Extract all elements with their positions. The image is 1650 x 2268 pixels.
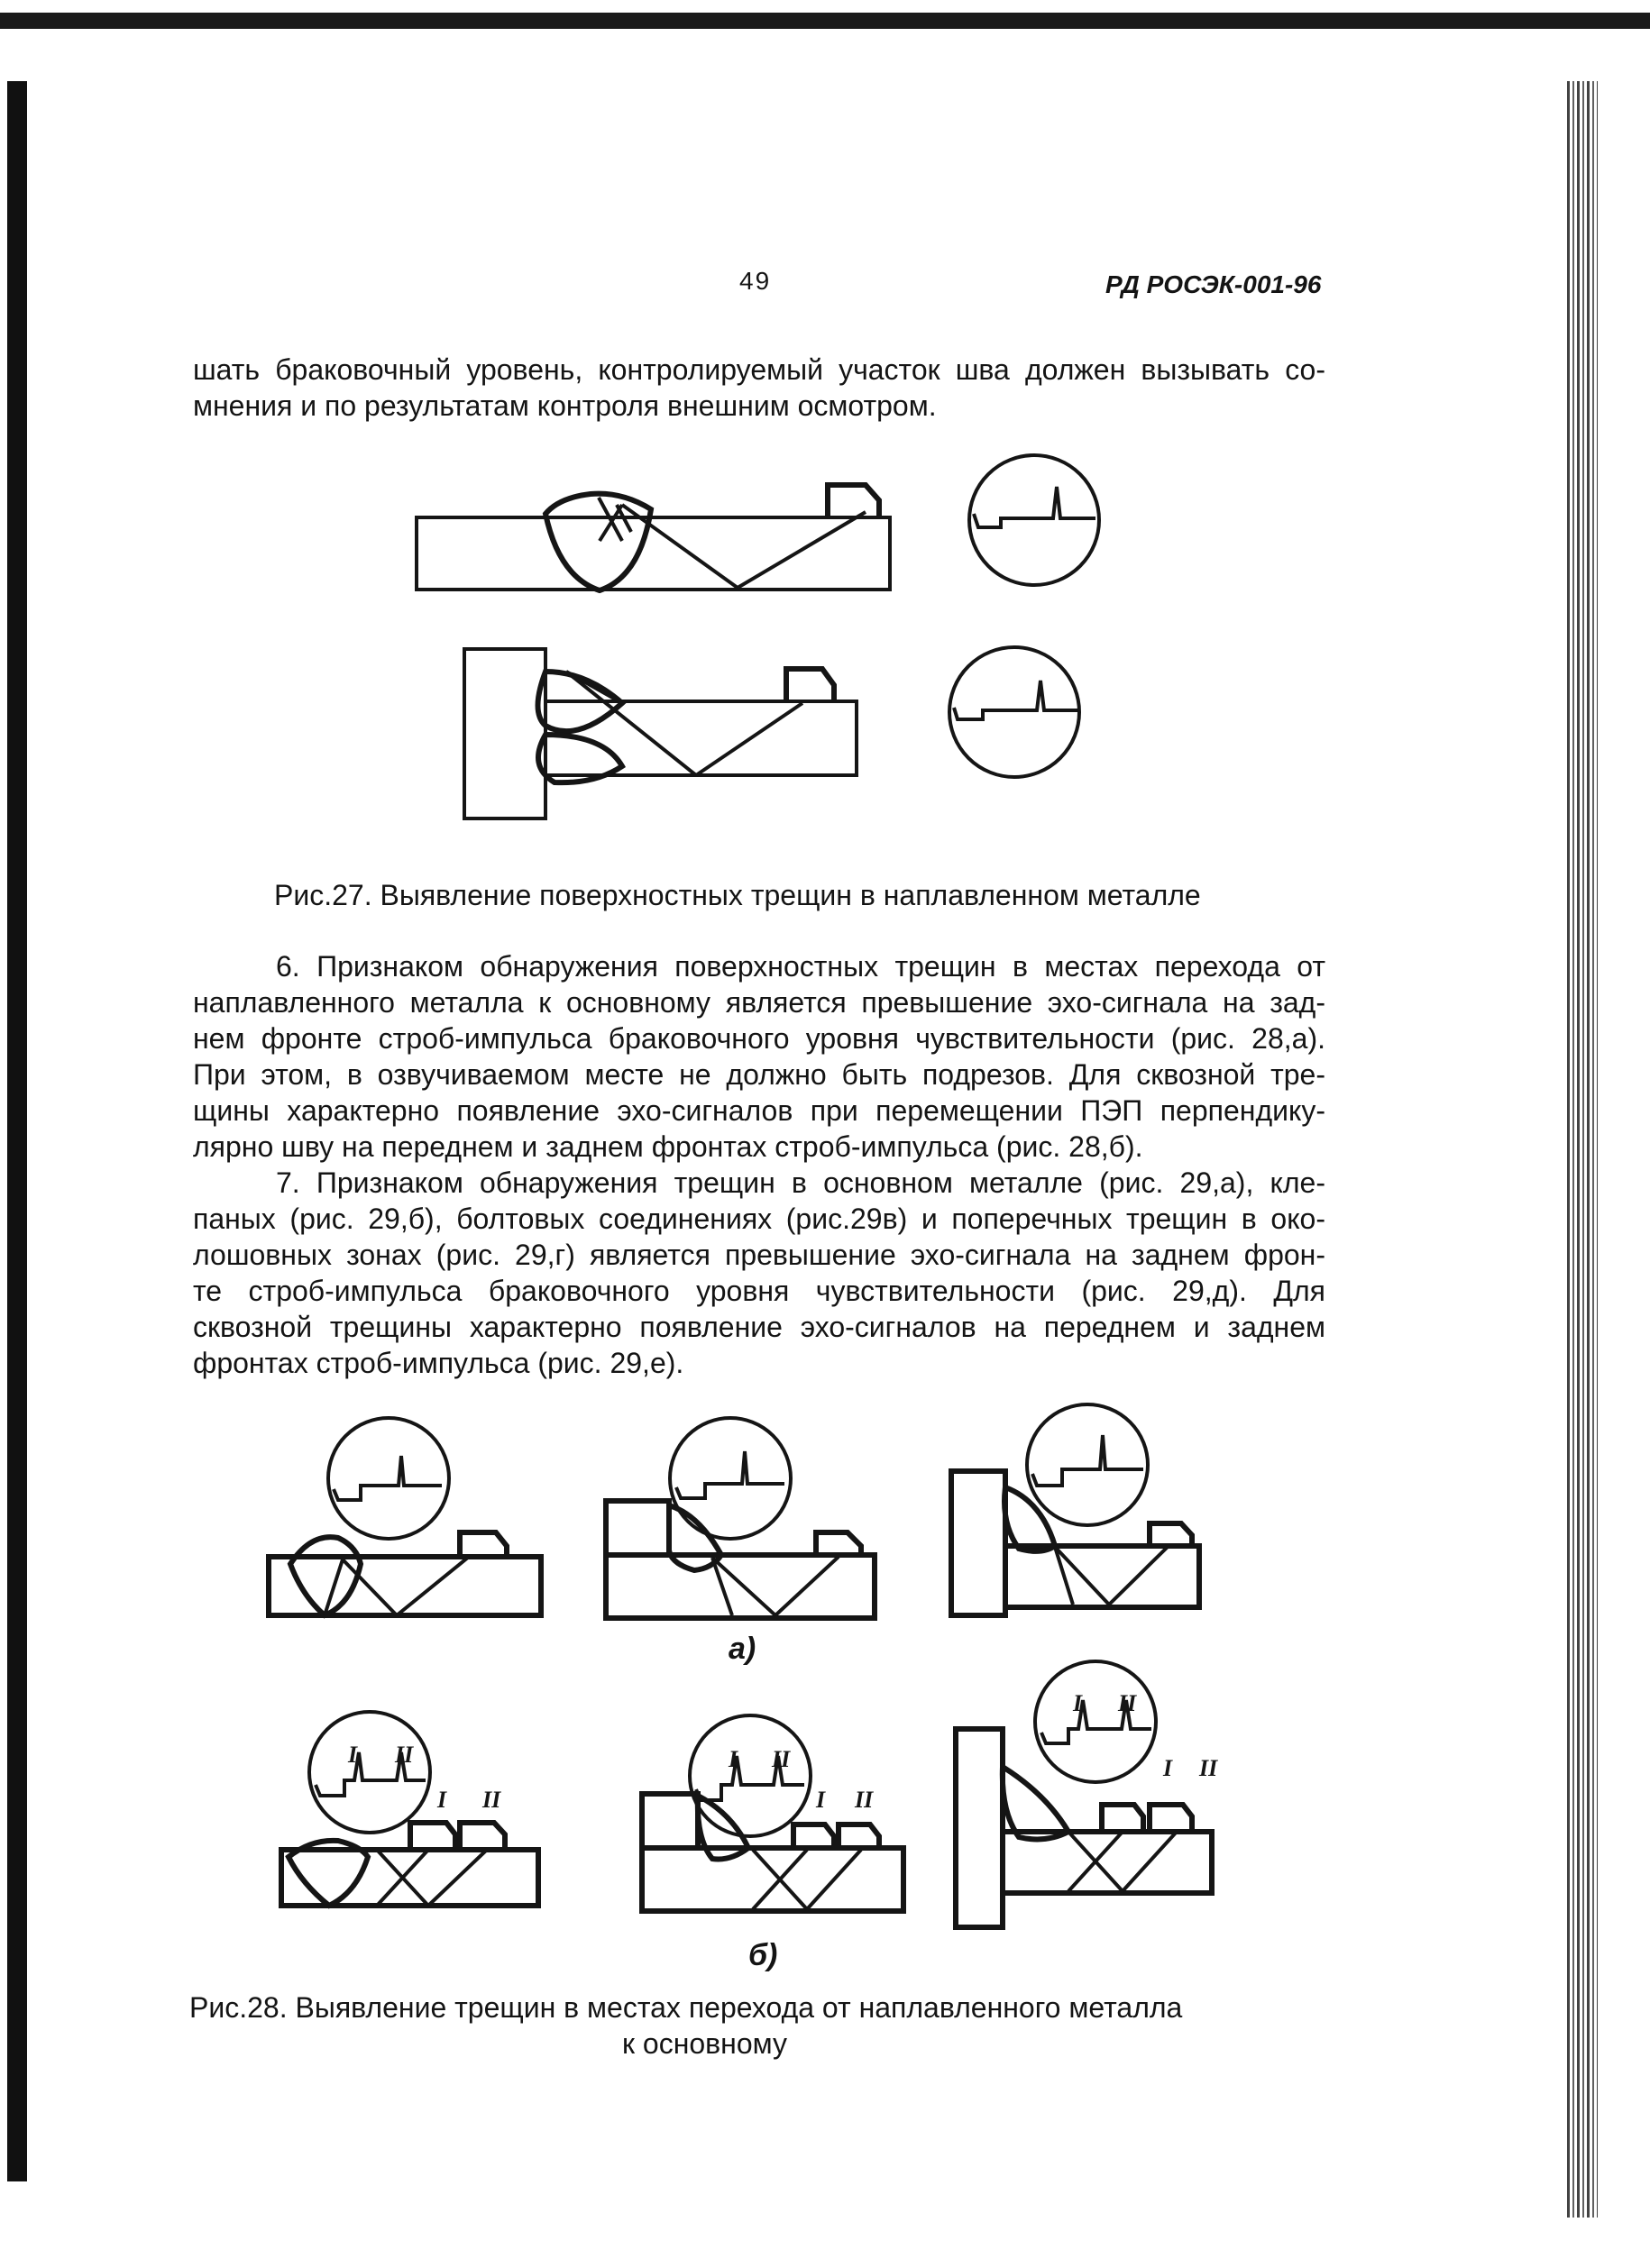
text-line: щины характерно появление эхо-сигналов при перемещении ПЭП перпендику- [193,1094,1325,1127]
figure-27-caption: Рис.27. Выявление поверхностных трещин в наплавленном металле [274,879,1201,911]
document-code: РД РОСЭК-001-96 [1105,270,1322,298]
figure-28-label-b: б) [748,1938,778,1972]
figure-28-caption-line2: к основному [622,2027,787,2060]
fig28a-t-weld [951,1404,1199,1615]
figure-28-label-a: а) [729,1632,756,1666]
fig28a-butt-weld [269,1418,541,1615]
text-line: паных (рис. 29,б), болтовых соединениях (рис.29в) и поперечных трещин в око- [193,1203,1325,1235]
text-line: шать браковочный уровень, контролируемый участок шва должен вызывать со- [193,353,1325,386]
text-line: мнения и по результатам контроля внешним осмотром. [193,389,937,422]
text-line: наплавленного металла к основному является превышение эхо-сигнала на зад- [193,986,1325,1019]
fig28b-corner-weld [642,1715,903,1911]
text-line: лярно шву на переднем и заднем фронтах строб-импульса (рис. 28,б). [193,1130,1143,1163]
svg-text:II: II [1199,1755,1218,1781]
fig28b-butt-weld [281,1712,538,1906]
svg-text:II: II [395,1742,414,1768]
text-line: те строб-импульса браковочного уровня чувствительности (рис. 29,д). Для [193,1275,1325,1307]
text-line: 7. Признаком обнаружения трещин в основном металле (рис. 29,а), кле- [276,1166,1325,1199]
svg-text:II: II [772,1746,791,1772]
svg-text:I: I [816,1787,826,1813]
marker-II: II [482,1787,501,1813]
text-line: При этом, в озвучиваемом месте не должно быть подрезов. Для сквозной тре- [193,1058,1325,1091]
text-line: фронтах строб-импульса (рис. 29,е). [193,1347,684,1379]
svg-text:II: II [1118,1690,1137,1716]
svg-text:I: I [1163,1755,1173,1781]
svg-text:II: II [855,1787,874,1813]
text-line: нем фронте строб-импульса браковочного уровня чувствительности (рис. 28,а). [193,1022,1325,1055]
text-line: сквозной трещины характерно появление эхо-сигналов на переднем и заднем [193,1311,1325,1343]
svg-text:I: I [1073,1690,1083,1716]
marker-I: I [437,1787,447,1813]
fig28a-corner-weld [606,1418,875,1618]
svg-text:I: I [348,1742,358,1768]
page-number: 49 [739,267,772,295]
text-line: 6. Признаком обнаружения поверхностных трещин в местах перехода от [276,950,1325,983]
text-line: лошовных зонах (рис. 29,г) является превышение эхо-сигнала на заднем фрон- [193,1239,1325,1271]
figure-28-caption-line1: Рис.28. Выявление трещин в местах перехода от наплавленного металла [189,1991,1183,2024]
svg-text:I: I [729,1746,738,1772]
fig28b-t-weld [956,1661,1218,1927]
